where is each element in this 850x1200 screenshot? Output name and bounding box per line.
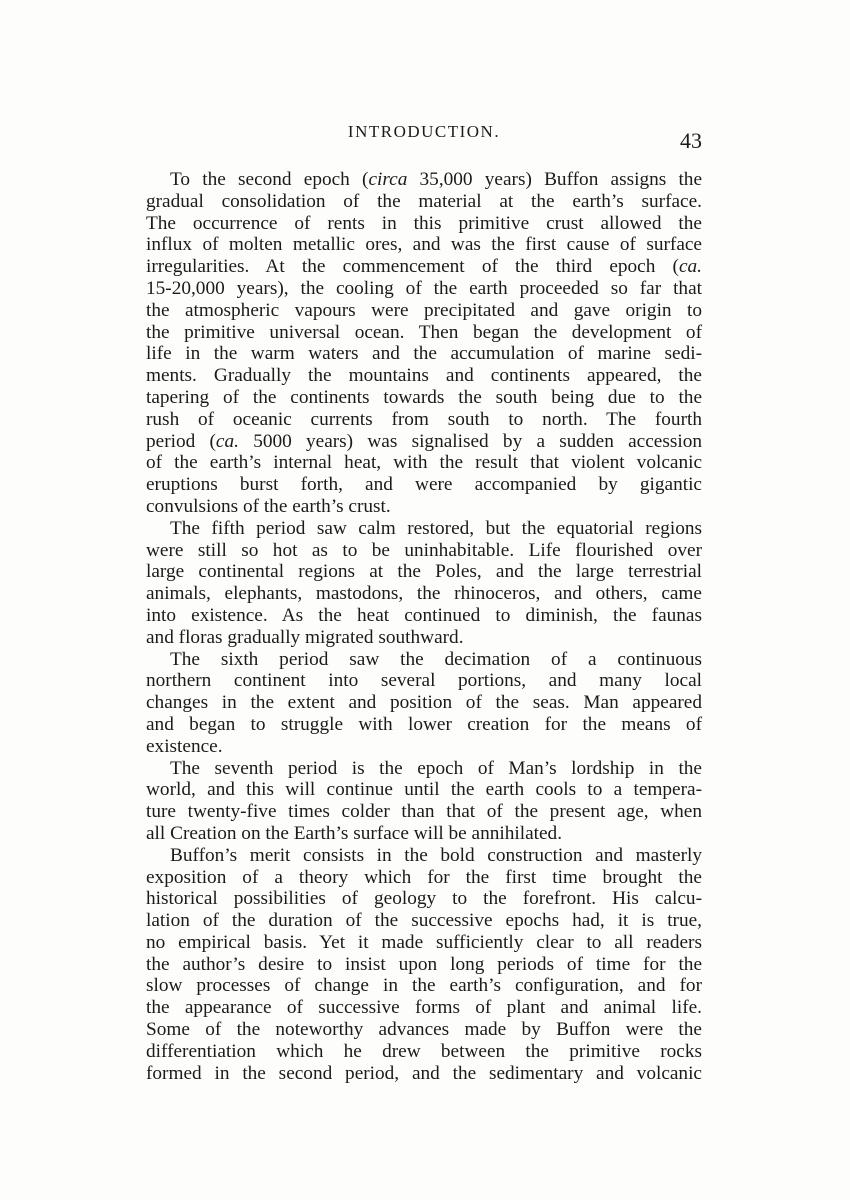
text-line: and floras gradually migrated southward. [146,626,464,648]
text-line: exposition of a theory which for the first time brought the [146,866,702,888]
text-line: the author’s desire to insist upon long periods of time for the [146,953,702,975]
paragraph [146,169,702,518]
paragraph [146,649,702,758]
text-line: slow processes of change in the earth’s configuration, and for [146,975,702,997]
text-line: changes in the extent and position of the seas. Man appeared [146,692,702,714]
text-line: differentiation which he drew between the primitive rocks [146,1040,702,1062]
line-segment: irregularities. At the commencement of the third epoch ( [146,256,679,278]
paragraph [146,845,702,1085]
text-line: Buffon’s merit consists in the bold construction and masterly [170,844,702,866]
text-line: formed in the second period, and the sedimentary and volcanic [146,1062,702,1084]
paragraph [146,518,702,649]
text-line: eruptions burst forth, and were accompanied by gigantic [146,474,702,496]
page-number: 43 [680,128,702,153]
line-segment: 35,000 years) Buffon assigns the [407,169,703,190]
text-line: life in the warm waters and the accumulation of marine sedi- [146,343,702,365]
text-line: the atmospheric vapours were precipitated and gave origin to [146,299,702,321]
italic-term: ca. [678,256,702,278]
italic-term: ca. [215,430,239,452]
page-header [146,122,702,152]
text-line: rush of oceanic currents from south to north. The fourth [146,408,702,430]
text-line: ture twenty-five times colder than that of the present age, when [146,801,702,823]
text-line: northern continent into several portions, and many local [146,670,702,692]
text-line: world, and this will continue until the earth cools to a tempera- [146,779,702,801]
text-line: lation of the duration of the successive epochs had, it is true, [146,910,702,932]
text-line: convulsions of the earth’s crust. [146,495,391,517]
text-line: and began to struggle with lower creation for the means of [146,713,702,735]
text-line: the appearance of successive forms of plant and animal life. [146,997,702,1019]
text-line: ments. Gradually the mountains and continents appeared, the [146,365,702,387]
text-line: into existence. As the heat continued to diminish, the faunas [146,604,702,626]
text-line: of the earth’s internal heat, with the result that violent volcanic [146,452,702,474]
text-line: no empirical basis. Yet it made sufficiently clear to all readers [146,931,702,953]
text-line: all Creation on the Earth’s surface will be annihilated. [146,822,563,844]
text-line: tapering of the continents towards the south being due to the [146,386,702,408]
text-line: the primitive universal ocean. Then began the development of [146,321,702,343]
text-line: 15-20,000 years), the cooling of the earth proceeded so far that [146,277,702,299]
text-line: animals, elephants, mastodons, the rhinoceros, and others, came [146,583,702,605]
text-line: The occurrence of rents in this primitive crust allowed the [146,212,702,234]
text-line: existence. [146,735,223,757]
text-line: historical possibilities of geology to the forefront. His calcu- [146,888,702,910]
text-line: The seventh period is the epoch of Man’s lordship in the [170,757,702,779]
line-segment: period ( [146,430,216,452]
text-line: gradual consolidation of the material at the earth’s surface. [146,190,702,212]
text-line [146,169,702,191]
text-line: Some of the noteworthy advances made by Buffon were the [146,1019,702,1041]
text-line: The fifth period saw calm restored, but the equatorial regions [170,517,702,539]
running-title: INTRODUCTION. [347,122,501,141]
text-line: influx of molten metallic ores, and was the first cause of surface [146,234,702,256]
text-line [146,256,702,278]
text-line: The sixth period saw the decimation of a continuous [170,648,702,670]
line-segment: To the second epoch ( [170,169,369,190]
paragraph [146,758,702,845]
italic-term: circa [368,169,408,190]
text-line [146,431,702,453]
text-line: were still so hot as to be uninhabitable. Life flourished over [146,539,702,561]
line-segment: 5000 years) was signalised by a sudden accession [238,430,702,452]
text-line: large continental regions at the Poles, and the large terrestrial [146,561,702,583]
body-text [146,169,702,1084]
